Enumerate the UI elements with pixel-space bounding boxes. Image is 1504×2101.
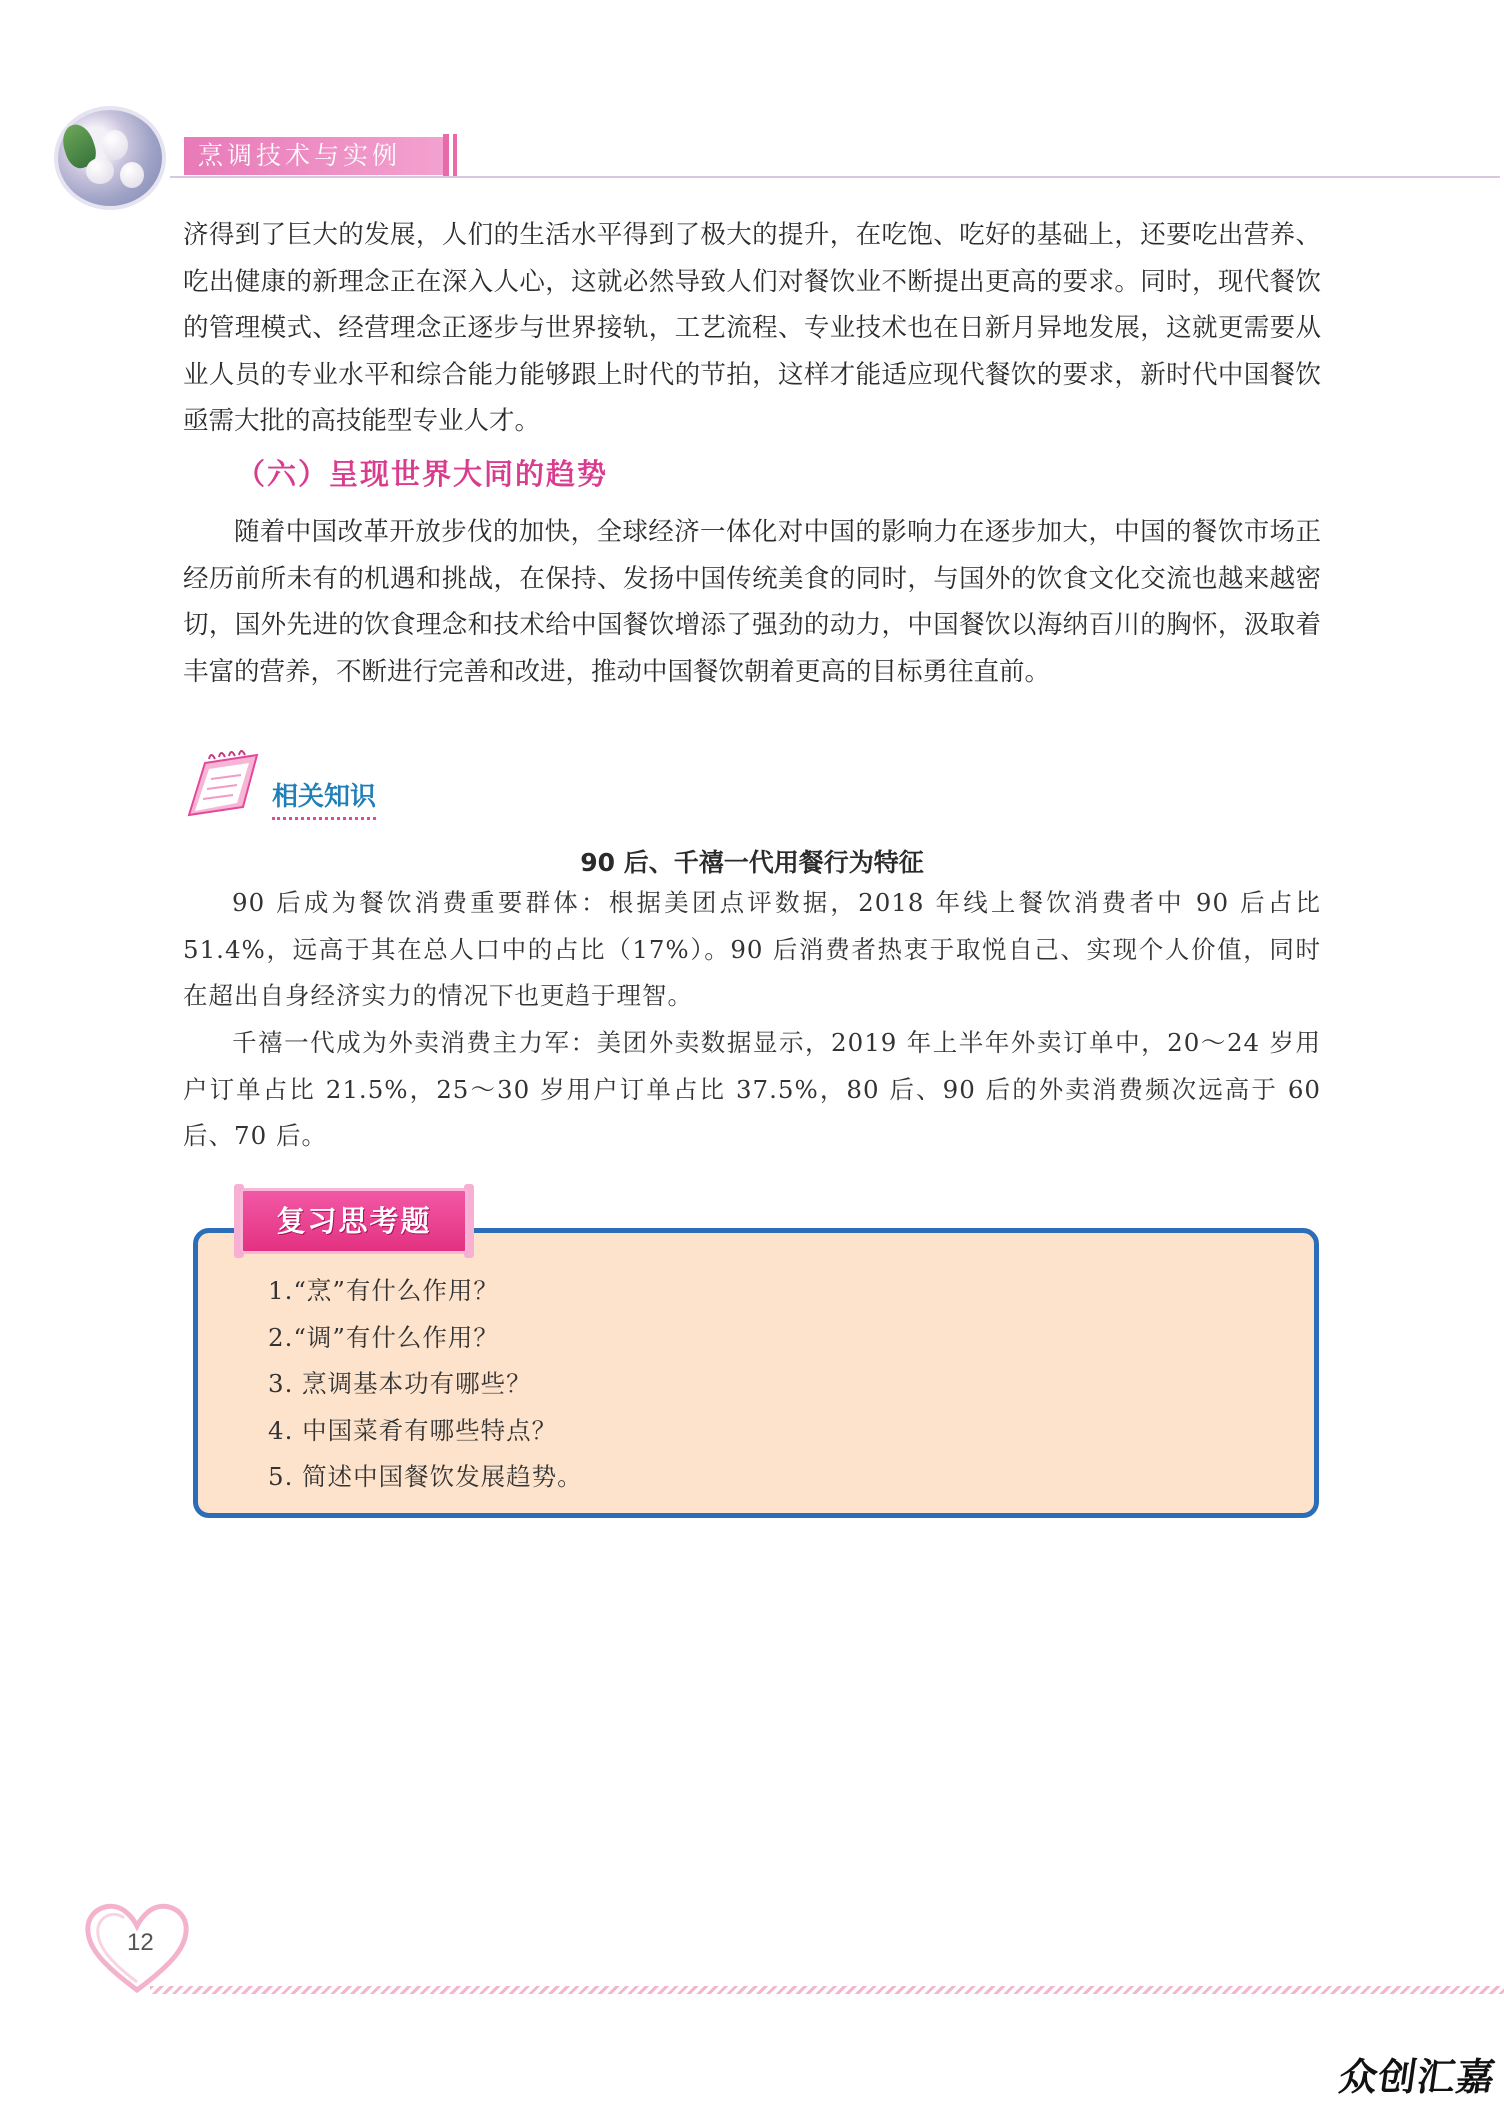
header-divider-bar (443, 134, 449, 178)
review-question: 4. 中国菜肴有哪些特点？ (268, 1415, 558, 1445)
section-heading: （六）呈现世界大同的趋势 (236, 457, 609, 491)
book-title: 烹调技术与实例 (184, 137, 448, 175)
watermark-logo: 众创汇嘉 (1336, 2055, 1499, 2099)
review-question: 5. 简述中国餐饮发展趋势。 (268, 1462, 583, 1491)
review-question-list (268, 1268, 583, 1501)
review-question: 1.“烹”有什么作用？ (268, 1276, 499, 1305)
page-header (0, 0, 1504, 215)
knowledge-title: 90 后、千禧一代用餐行为特征 (580, 848, 924, 877)
header-divider-bar (453, 134, 457, 178)
body-paragraph: 随着中国改革开放步伐的加快，全球经济一体化对中国的影响力在逐步加大，中国的餐饮市场正经历前所未有的机遇和挑战，在保持、发扬中国传统美食的同时，与国外的饮食文化交流也越来越密切，国外先进的饮食理念和技术给中国餐饮增添了强劲的动力，中国餐饮以海纳百川的胸怀，汲取着丰富的营养，不断进行完善和改进，推动中国餐饮朝着更高的目标勇往直前。 (183, 517, 1321, 687)
knowledge-paragraph: 千禧一代成为外卖消费主力军：美团外卖数据显示，2019 年上半年外卖订单中，20～24 岁用户订单占比 21.5%，25～30 岁用户订单占比 37.5%，80 后、90 后的外卖消费频次远高于 60 后、70 后。 (183, 1028, 1321, 1150)
header-rule (170, 176, 1500, 178)
footer-stripe (150, 1986, 1504, 1994)
review-question: 3. 烹调基本功有哪些？ (268, 1369, 532, 1398)
notebook-icon (183, 745, 263, 820)
food-photo-icon (58, 110, 162, 206)
page-number: 12 (127, 1929, 154, 1956)
review-question: 2.“调”有什么作用？ (268, 1322, 499, 1352)
knowledge-paragraph: 90 后成为餐饮消费重要群体：根据美团点评数据，2018 年线上餐饮消费者中 90 后占比 51.4%，远高于其在总人口中的占比（17%）。90 后消费者热衷于取悦自己、实现个人价值，同时在超出自身经济实力的情况下也更趋于理智。 (183, 888, 1321, 1010)
review-title: 复习思考题 (276, 1204, 432, 1238)
related-knowledge-label: 相关知识 (272, 776, 376, 820)
body-paragraph: 济得到了巨大的发展，人们的生活水平得到了极大的提升，在吃饱、吃好的基础上，还要吃出营养、吃出健康的新理念正在深入人心，这就必然导致人们对餐饮业不断提出更高的要求。同时，现代餐饮的管理模式、经营理念正逐步与世界接轨，工艺流程、专业技术也在日新月异地发展，这就更需要从业人员的专业水平和综合能力能够跟上时代的节拍，这样才能适应现代餐饮的要求，新时代中国餐饮亟需大批的高技能型专业人才。 (183, 220, 1321, 436)
